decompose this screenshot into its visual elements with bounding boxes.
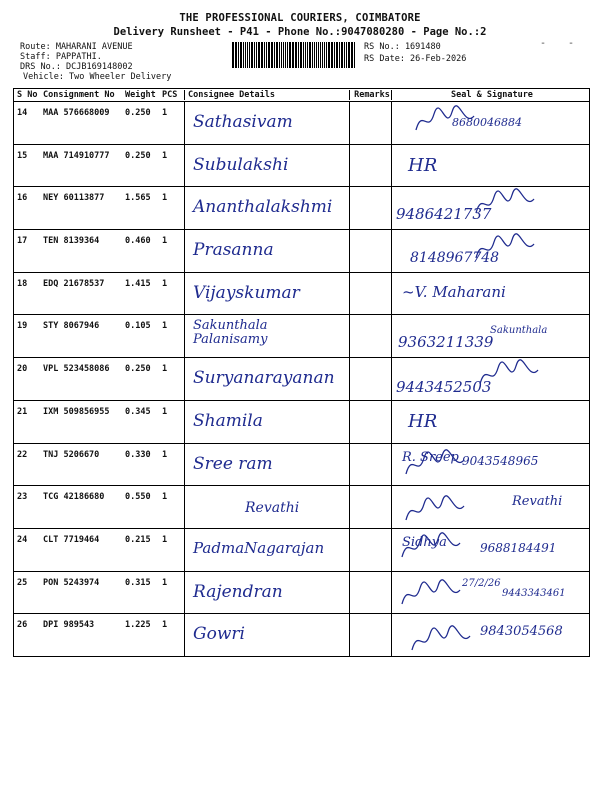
row-consignee-cell: [185, 315, 350, 357]
company-title: THE PROFESSIONAL COURIERS, COIMBATORE: [179, 12, 421, 24]
row-consignment: TNJ 5206670: [43, 449, 100, 460]
row-weight: 0.460: [125, 236, 151, 247]
row-weight: 0.250: [125, 150, 151, 161]
row-consignment: TEN 8139364: [43, 236, 100, 247]
phone-handwritten: 9486421737: [396, 205, 492, 224]
row-sno: 25: [17, 577, 28, 588]
row-pcs: 1: [159, 230, 185, 272]
rs-date: RS Date: 26-Feb-2026: [364, 54, 467, 64]
drs-text: DRS No.: DCJB169148002: [20, 62, 133, 72]
row-remarks: [350, 358, 392, 400]
consignee-name-handwritten: Ananthalakshmi: [193, 197, 333, 218]
row-pcs: 1: [159, 572, 185, 614]
row-weight: 1.415: [125, 278, 151, 289]
row-consignment: STY 8067946: [43, 321, 100, 332]
row-pcs: 1: [159, 401, 185, 443]
row-seal-cell: [392, 230, 589, 272]
table-row: [14, 572, 589, 615]
row-pcs: 1: [159, 358, 185, 400]
consignee-name-handwritten: Revathi: [245, 500, 300, 517]
col-consignment: Consignment No: [43, 90, 115, 100]
table-row: [14, 486, 589, 529]
row-weight: 0.250: [125, 108, 151, 118]
seal-signature-handwritten: HR: [408, 154, 438, 176]
row-consignee-cell: [185, 401, 350, 443]
row-remarks: [350, 102, 392, 144]
seal-signature-handwritten: HR: [408, 410, 438, 432]
row-weight: 1.565: [125, 193, 151, 204]
row-consignee-cell: [185, 614, 350, 656]
row-remarks: [350, 315, 392, 357]
seal-signature-handwritten: Sakunthala: [490, 325, 548, 337]
row-seal-cell: [392, 529, 589, 571]
signature-scribble: [476, 358, 546, 392]
row-remarks: [350, 614, 392, 656]
runsheet-subtitle: Delivery Runsheet - P41 - Phone No.:9047080280 - Page No.:2: [113, 26, 487, 38]
row-seal-cell: [392, 273, 589, 315]
signature-scribble: [402, 494, 472, 528]
row-weight: 1.225: [125, 620, 151, 631]
row-sno: 14: [17, 108, 28, 118]
phone-handwritten: 9843054568: [480, 624, 563, 640]
row-seal-cell: [392, 444, 589, 486]
row-pcs: 1: [159, 315, 185, 357]
row-consignment: EDQ 21678537: [43, 278, 105, 289]
row-weight: 0.330: [125, 449, 151, 460]
signature-scribble: [472, 187, 542, 221]
staff-text: Staff: PAPPATHI.: [20, 52, 102, 62]
consignee-name-handwritten: Gowri: [193, 624, 245, 645]
row-weight: 0.215: [125, 534, 151, 545]
table-row: [14, 529, 589, 572]
row-weight: 0.345: [125, 406, 151, 417]
corner-marks: - -: [540, 38, 583, 49]
row-pcs: 1: [159, 145, 185, 187]
row-sno: 26: [17, 620, 28, 631]
table-row: [14, 102, 589, 145]
row-pcs: 1: [159, 529, 185, 571]
consignee-name-handwritten: Shamila: [193, 410, 263, 431]
consignee-name-handwritten: Vijayskumar: [193, 282, 300, 303]
consignee-name-handwritten: Sathasivam: [193, 112, 293, 132]
row-seal-cell: [392, 614, 589, 656]
row-consignee-cell: [185, 572, 350, 614]
barcode-image: [232, 42, 358, 68]
row-remarks: [350, 145, 392, 187]
row-weight: 0.315: [125, 577, 151, 588]
row-remarks: [350, 486, 392, 528]
rs-number: RS No.: 1691480: [364, 42, 441, 52]
row-seal-cell: [392, 187, 589, 229]
row-consignment: VPL 523458086: [43, 364, 110, 375]
table-row: [14, 401, 589, 444]
row-consignee-cell: [185, 486, 350, 528]
row-seal-cell: [392, 102, 589, 144]
row-pcs: 1: [159, 102, 185, 144]
seal-signature-handwritten: ~V. Maharani: [402, 282, 506, 301]
seal-signature-handwritten: Sidhya: [402, 534, 447, 550]
row-consignee-cell: [185, 273, 350, 315]
runsheet-table: [13, 88, 590, 657]
row-seal-cell: [392, 486, 589, 528]
row-sno: 22: [17, 449, 28, 460]
table-row: [14, 444, 589, 487]
row-remarks: [350, 187, 392, 229]
row-pcs: 1: [159, 614, 185, 656]
table-row: [14, 145, 589, 188]
table-row: [14, 315, 589, 358]
row-sno: 18: [17, 278, 28, 289]
row-consignee-cell: [185, 529, 350, 571]
phone-handwritten: 9443343461: [502, 587, 566, 599]
route-meta: [20, 42, 171, 82]
row-consignment: CLT 7719464: [43, 534, 100, 545]
row-consignment: MAA 714910777: [43, 150, 110, 161]
table-row: [14, 358, 589, 401]
row-seal-cell: [392, 358, 589, 400]
row-pcs: 1: [159, 187, 185, 229]
row-sno: 24: [17, 534, 28, 545]
consignee-name-handwritten: Subulakshi: [193, 154, 289, 175]
table-row: [14, 614, 589, 656]
row-weight: 0.550: [125, 492, 151, 503]
vehicle-text: Vehicle: Two Wheeler Delivery: [23, 72, 172, 82]
rs-info: [364, 41, 466, 65]
signature-scribble: [408, 624, 478, 656]
row-sno: 20: [17, 364, 28, 375]
signature-scribble: [412, 104, 482, 138]
runsheet-header: [0, 12, 600, 38]
row-sno: 19: [17, 321, 28, 332]
col-pcs: PCS: [159, 90, 185, 100]
row-pcs: 1: [159, 486, 185, 528]
row-consignee-cell: [185, 145, 350, 187]
phone-handwritten: 8680046884: [452, 116, 522, 129]
phone-handwritten: 9363211339: [398, 333, 494, 352]
row-consignment: TCG 42186680: [43, 492, 105, 503]
row-remarks: [350, 273, 392, 315]
seal-signature-handwritten: R. Sreep: [402, 449, 459, 465]
row-remarks: [350, 572, 392, 614]
table-row: [14, 230, 589, 273]
phone-handwritten: 9043548965: [462, 453, 539, 468]
row-consignment: MAA 576668009: [43, 108, 110, 118]
row-sno: 21: [17, 406, 28, 417]
table-body: [14, 102, 589, 656]
table-row: [14, 187, 589, 230]
col-weight: Weight: [125, 90, 156, 100]
row-sno: 23: [17, 492, 28, 503]
col-sno: S No: [17, 90, 38, 100]
signature-scribble: [402, 448, 472, 482]
row-consignee-cell: [185, 102, 350, 144]
consignee-name-handwritten: Sree ram: [193, 453, 273, 474]
row-remarks: [350, 444, 392, 486]
row-pcs: 1: [159, 273, 185, 315]
row-sno: 17: [17, 236, 28, 247]
row-consignee-cell: [185, 444, 350, 486]
seal-signature-handwritten: Revathi: [512, 494, 563, 510]
row-seal-cell: [392, 315, 589, 357]
row-pcs: 1: [159, 444, 185, 486]
consignee-name-handwritten: Sakunthala Palanisamy: [193, 318, 268, 348]
row-weight: 0.250: [125, 364, 151, 375]
row-weight: 0.105: [125, 321, 151, 332]
row-seal-cell: [392, 401, 589, 443]
consignee-name-handwritten: Suryanarayanan: [193, 368, 335, 389]
phone-handwritten: 8148967748: [410, 250, 500, 267]
phone-handwritten: 9688184491: [480, 540, 557, 555]
table-row: [14, 273, 589, 316]
phone-handwritten: 9443452503: [396, 378, 492, 397]
col-remarks: Remarks: [350, 90, 392, 100]
signature-scribble: [398, 531, 468, 565]
consignee-name-handwritten: Rajendran: [193, 581, 283, 602]
route-text: Route: MAHARANI AVENUE: [20, 42, 133, 52]
row-seal-cell: [392, 145, 589, 187]
row-consignment: DPI 989543: [43, 620, 95, 631]
seal-signature-handwritten: 27/2/26: [462, 577, 501, 589]
row-consignment: NEY 60113877: [43, 193, 105, 204]
row-seal-cell: [392, 572, 589, 614]
row-consignee-cell: [185, 358, 350, 400]
consignee-name-handwritten: Prasanna: [193, 240, 274, 261]
row-sno: 16: [17, 193, 28, 204]
col-consignee: Consignee Details: [185, 90, 350, 100]
table-header: [14, 89, 589, 102]
row-consignment: PON 5243974: [43, 577, 100, 588]
row-remarks: [350, 230, 392, 272]
signature-scribble: [472, 232, 542, 266]
row-consignee-cell: [185, 230, 350, 272]
row-consignee-cell: [185, 187, 350, 229]
row-consignment: IXM 509856955: [43, 406, 110, 417]
row-sno: 15: [17, 150, 28, 161]
signature-scribble: [398, 578, 468, 612]
row-remarks: [350, 401, 392, 443]
row-remarks: [350, 529, 392, 571]
col-seal: Seal & Signature: [451, 90, 533, 100]
consignee-name-handwritten: PadmaNagarajan: [193, 538, 325, 557]
